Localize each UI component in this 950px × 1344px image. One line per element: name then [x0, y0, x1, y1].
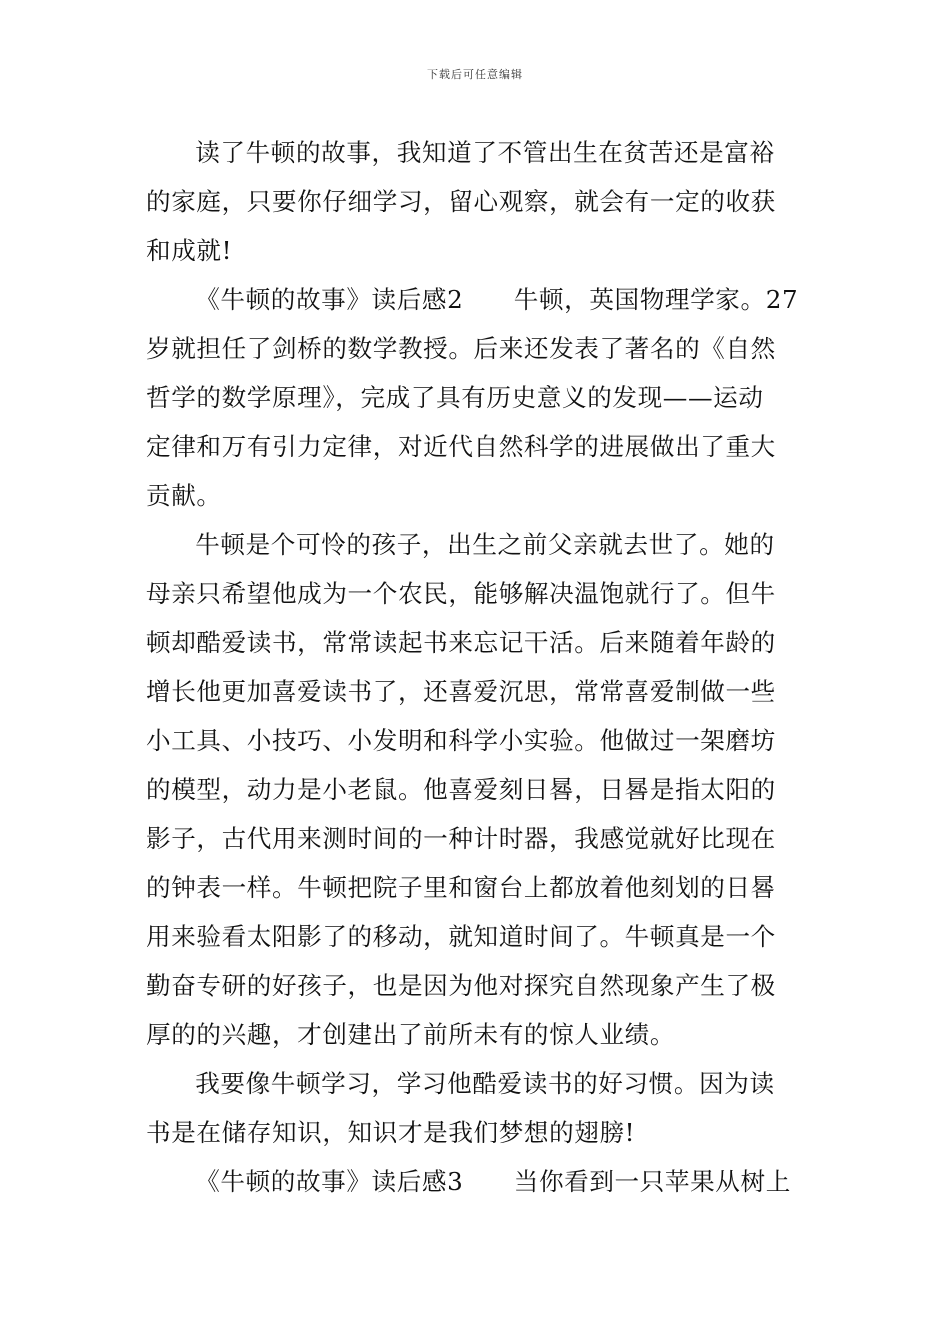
header-note: 下载后可任意编辑	[427, 68, 523, 81]
text-line: 影子，古代用来测时间的一种计时器，我感觉就好比现在	[146, 824, 776, 853]
text-line: 书是在储存知识，知识才是我们梦想的翅膀!	[146, 1118, 636, 1147]
document-body	[146, 128, 806, 1206]
text-line: 母亲只希望他成为一个农民，能够解决温饱就行了。但牛	[146, 579, 776, 608]
text-line: 的钟表一样。牛顿把院子里和窗台上都放着他刻划的日晷	[146, 873, 776, 902]
text-line: 小工具、小技巧、小发明和科学小实验。他做过一架磨坊	[146, 726, 776, 755]
text-line: 岁就担任了剑桥的数学教授。后来还发表了著名的《自然	[146, 334, 776, 363]
text-line: 《牛顿的故事》读后感2 牛顿，英国物理学家。27	[195, 285, 799, 314]
text-line: 定律和万有引力定律，对近代自然科学的进展做出了重大	[146, 432, 776, 461]
text-line: 的家庭，只要你仔细学习，留心观察，就会有一定的收获	[146, 187, 776, 216]
text-line: 和成就!	[146, 236, 233, 265]
text-line: 顿却酷爱读书，常常读起书来忘记干活。后来随着年龄的	[146, 628, 776, 657]
text-line: 哲学的数学原理》，完成了具有历史意义的发现——运动	[146, 383, 764, 412]
text-line: 用来验看太阳影了的移动，就知道时间了。牛顿真是一个	[146, 922, 776, 951]
text-line: 勤奋专研的好孩子，也是因为他对探究自然现象产生了极	[146, 971, 776, 1000]
text-line: 牛顿是个可怜的孩子，出生之前父亲就去世了。她的	[195, 530, 775, 559]
text-line: 《牛顿的故事》读后感3 当你看到一只苹果从树上	[195, 1167, 791, 1196]
text-line: 贡献。	[146, 481, 222, 510]
text-line: 厚的的兴趣，才创建出了前所未有的惊人业绩。	[146, 1020, 676, 1049]
text-line: 增长他更加喜爱读书了，还喜爱沉思，常常喜爱制做一些	[146, 677, 776, 706]
text-line: 的模型，动力是小老鼠。他喜爱刻日晷，日晷是指太阳的	[146, 775, 776, 804]
text-line: 读了牛顿的故事，我知道了不管出生在贫苦还是富裕	[195, 138, 775, 167]
text-line: 我要像牛顿学习，学习他酷爱读书的好习惯。因为读	[195, 1069, 775, 1098]
